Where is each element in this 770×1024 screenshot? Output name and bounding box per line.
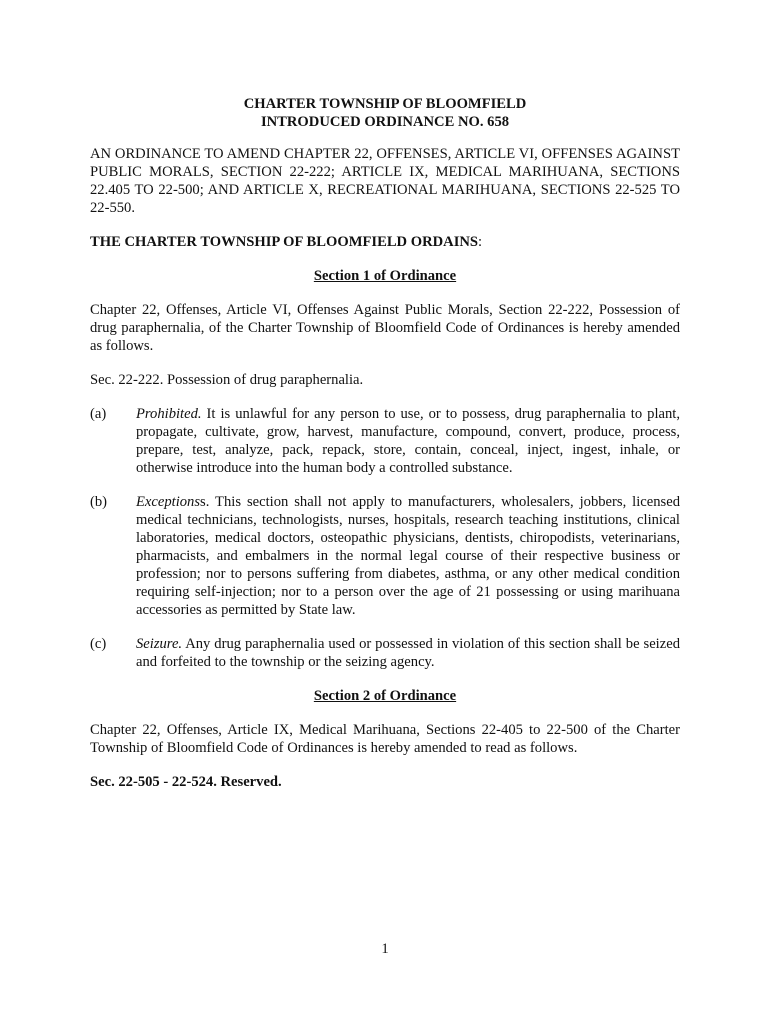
document-title (90, 95, 680, 131)
subsection-c-label: (c) (90, 636, 107, 652)
reserved-sections: Sec. 22-505 - 22-524. Reserved. (90, 774, 282, 790)
ordains-heading (90, 233, 680, 251)
subsection-b (90, 493, 680, 619)
subsection-b-term: Exceptions (136, 494, 201, 510)
subsection-c (90, 635, 680, 671)
subsection-a-label: (a) (90, 406, 107, 422)
ordains-text: THE CHARTER TOWNSHIP OF BLOOMFIELD ORDAINS (90, 234, 479, 250)
section-1-heading: Section 1 of Ordinance (313, 268, 457, 284)
ordinance-intro: AN ORDINANCE TO AMEND CHAPTER 22, OFFENSES, ARTICLE VI, OFFENSES AGAINST PUBLIC MORALS, SECTION 22-222; ARTICLE IX, MEDICAL MARIHUANA, SECTIONS 22.405 TO 22-500; AND ARTICLE X, RECREATIONAL MARIHUANA, SECTIONS 22-525 TO 22-550. (90, 146, 680, 216)
section-2-heading: Section 2 of Ordinance (313, 688, 457, 704)
section-1-paragraph: Chapter 22, Offenses, Article VI, Offenses Against Public Morals, Section 22-222, Possession of drug paraphernalia, of the Charter Township of Bloomfield Code of Ordinances is hereby amended as follows. (90, 302, 680, 354)
ordains-colon: : (478, 234, 483, 250)
subsection-b-body (136, 493, 680, 619)
page-number: 1 (381, 941, 389, 957)
subsection-a-term: Prohibited. (136, 406, 202, 422)
section-2-paragraph: Chapter 22, Offenses, Article IX, Medical Marihuana, Sections 22-405 to 22-500 of the Charter Township of Bloomfield Code of Ordinances is hereby amended to read as follows. (90, 722, 680, 756)
subsection-c-term: Seizure. (136, 636, 183, 652)
subsection-b-label: (b) (90, 494, 108, 510)
title-township: CHARTER TOWNSHIP OF BLOOMFIELD (243, 96, 527, 112)
title-ordinance-number: INTRODUCED ORDINANCE NO. 658 (260, 114, 510, 130)
section-22-222-title: Sec. 22-222. Possession of drug paraphernalia. (90, 372, 364, 388)
subsection-b-text: s. This section shall not apply to manufacturers, wholesalers, jobbers, licensed medical technicians, technologists, nurses, hospitals, research teaching institutions, clinical laboratories, medical doctors, osteopathic physicians, dentists, chiropodists, veterinarians, pharmacists, and embalmers in the normal legal course of their respective business or profession; nor to persons suffering from diabetes, asthma, or any other medical condition requiring self-injection; nor to a person over the age of 21 possessing or using marihuana accessories as permitted by State law. (136, 494, 680, 618)
subsection-c-text: Any drug paraphernalia used or possessed in violation of this section shall be seized and forfeited to the township or the seizing agency. (136, 636, 680, 670)
subsection-a-body (136, 405, 680, 477)
subsection-a-text: It is unlawful for any person to use, or to possess, drug paraphernalia to plant, propagate, cultivate, grow, harvest, manufacture, compound, convert, produce, process, prepare, test, analyze, pack, repack, store, contain, conceal, inject, ingest, inhale, or otherwise introduce into the human body a controlled substance. (136, 406, 680, 476)
subsection-a (90, 405, 680, 477)
subsection-c-body (136, 635, 680, 671)
